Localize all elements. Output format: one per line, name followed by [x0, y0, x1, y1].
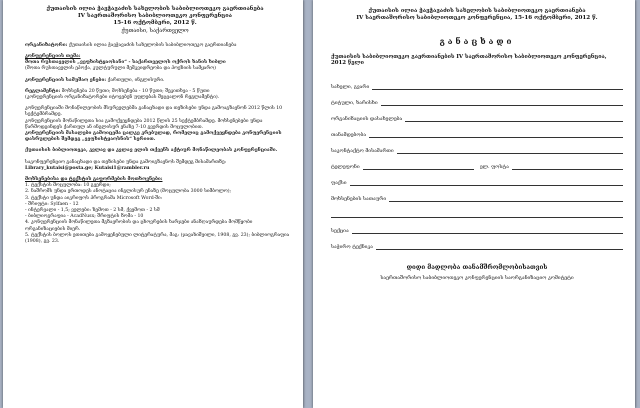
left-header-org: ქუთაისის ილია ჭავჭავაძის სახელობის საბიბლიოთეკო გაერთიანება [46, 6, 264, 12]
field-degree-label: ტიტული, ხარისხი [331, 100, 378, 107]
language-text: ქართული, ინგლისური. [107, 77, 165, 83]
field-position[interactable] [331, 124, 623, 138]
field-topic-line[interactable] [389, 196, 623, 202]
field-organization-label: ორგანიზაციის დასახელება [331, 116, 403, 123]
field-section-line[interactable] [352, 228, 623, 234]
left-header-city: ქუთაისი, საქართველო [121, 27, 189, 34]
applications-para: კონფერენციაში მონაწილეობის მსურველებმა განაცხადი და თეზისები უნდა გამოაგზავნონ 2012 წლის 10 სექტემბრამდე. [25, 106, 283, 118]
theme-text: შოთა რუსთაველის „ვეფხისტყაოსანი“ - საქართველოს ოქროს ხანის ხიბლი [25, 60, 226, 66]
field-phone-line[interactable] [363, 164, 474, 170]
field-address-line[interactable] [397, 148, 623, 154]
closing-committee: საერთაშორისო საბიბლიოთეკო კონფერენციის საორგანიზაციო კომიტეტი [380, 275, 574, 282]
field-degree-line[interactable] [381, 100, 623, 106]
field-topic-line-2[interactable] [331, 212, 623, 218]
requirement-item: 3. ტექსტი უნდა აიკრიფოს პროგრამა Microsoft Word-ში: [25, 195, 163, 201]
requirement-subitem: - შრიფტი: Sylfaen - 12 [25, 201, 79, 207]
regulation-note: (კონფერენციის ორგანიზატორები იტოვებენ უფლებას შეცვალონ რეგლამენტი). [25, 95, 220, 101]
field-section[interactable] [331, 220, 623, 234]
page-left [3, 0, 303, 408]
organizer-text: ქუთაისის ილია ჭავჭავაძის სახელობის საბიბლიოთეკო გაერთიანება [68, 42, 237, 48]
right-header-org: ქუთაისის ილია ჭავჭავაძის სახელობის საბიბლიოთეკო გაერთიანება [368, 8, 586, 14]
field-address-label: საკონტაქტო მისამართი [331, 148, 394, 155]
left-header-dates: 15-16 ოქტომბერი, 2012 წ. [113, 20, 197, 27]
field-organization-line[interactable] [405, 116, 623, 122]
left-header-conf: IV საერთაშორისო საბიბლიოთეკო კონფერენცია [78, 13, 232, 20]
requirements-title: მოხსენებისა და ტექსტის გაფორმების მოთხოვნები: [25, 177, 163, 183]
field-fax-line[interactable] [350, 180, 623, 186]
form-title: განაცხადი [439, 36, 515, 47]
page-right [313, 0, 635, 408]
field-email-label: ელ. ფოსტა [479, 164, 509, 171]
field-address[interactable] [331, 140, 623, 154]
field-fax[interactable] [331, 172, 623, 186]
requirement-item: 1. ტექსტის მოცულობა: 10 გვერდი; [25, 183, 111, 189]
theme-label: კონფერენციის თემა: [25, 54, 81, 60]
field-name-line[interactable] [372, 84, 623, 90]
right-header [331, 8, 623, 22]
closing-thanks: დიდი მადლობა თანამშრომლობისათვის [406, 264, 548, 272]
field-equipment[interactable] [331, 236, 623, 250]
field-topic-continued[interactable] [331, 204, 623, 218]
field-phone-email[interactable] [331, 156, 623, 170]
contact-intro: საკონფერენციო განაცხადი და თეზისები უნდა გამოიგზავნოს შემდეგ მისამართზე: [25, 159, 227, 165]
invite-para: ქუთაისის ბიბლიოთეკა, კვლავ და კვლავ ელის თქვენს აქტიურ მონაწილეობას კონფერენციაში. [25, 148, 278, 154]
field-organization[interactable] [331, 108, 623, 122]
field-name[interactable] [331, 76, 623, 90]
field-phone-label: ტელეფონი [331, 164, 360, 171]
field-fax-label: ფაქსი [331, 180, 347, 187]
field-position-label: თანამდებობა [331, 132, 367, 139]
field-topic-label: მოხსენების სათაური [331, 196, 387, 203]
field-section-label: სექცია [331, 228, 349, 235]
requirement-item: 5. ტექსტის ბოლოს ეთითება გამოყენებული ლიტერატურა, მაგ: (ჯავახიშვილი, 1908, გვ. 23); ბიბლიოგრაფია (1908), გვ. 23. [25, 232, 290, 245]
left-header [17, 6, 293, 35]
field-position-line[interactable] [369, 132, 623, 138]
theme-note: (შოთა რუსთაველის ეპოქა, კულტურული მემკვიდრეობა და პოეზიის სამყარო) [25, 66, 216, 72]
language-label: კონფერენციის სამუშაო ენები: [25, 77, 107, 83]
field-degree[interactable] [331, 92, 623, 106]
requirement-item: 2. ნაშრომს უნდა ერთოდეს ანოტაცია ინგლისურ ენაზე (მოცულობა 3000 სიმბოლო); [25, 189, 232, 195]
right-header-conf: IV საერთაშორისო საბიბლიოთეკო კონფერენცია, 15-16 ოქტომბერი, 2012 წ. [356, 15, 598, 22]
field-equipment-label: საჭირო ტექნიკა [331, 244, 373, 251]
field-name-label: სახელი, გვარი [331, 84, 370, 91]
form-intro: ქუთაისის საბიბლიოთეკო გაერთიანების IV საერთაშორისო საბიბლიოთეკო კონფერენცია, 2012 წელი [331, 54, 607, 67]
applications-para-2: კონფერენციის მონაწილეთა სია გამოქვეყნდება 2012 წლის 25 სექტემბრამდე. მოხსენებები უნდა წარმოდგინდეს ქართულ ან ინგლისურ ენაზე 7-10 გვერდის მოცულობით. [25, 118, 263, 130]
requirement-subitem: - ინტერვალი - 1,5; ველები: ზემოთ - 2 სმ, ქვემოთ - 2 სმ [25, 208, 160, 214]
contact-emails[interactable]: Library_kutaisi@posta.ge; Kutaisi1@rambler.ru [25, 165, 150, 171]
publish-para: კონფერენციის მასალები გამოიცემა ცალკე კრებულად, რომელიც გამოქვეყნდება კონფერენციის დასრულების შემდეგ „ვეფხისტყაოსნის“ სერიით. [25, 131, 282, 143]
regulation-text: მოხსენება 20 წუთი; მოხსენება - 10 წუთი; შეკითხვა - 5 წუთი [61, 88, 210, 94]
field-equipment-line[interactable] [376, 244, 623, 250]
field-email-line[interactable] [512, 164, 623, 170]
requirement-item: 4. კონფერენციის მონაწილეთა მგზავრობის და ცხოვრების ხარჯები ანაზღაურდება მომწყობი ორგანიზაციების მიერ. [25, 220, 253, 232]
organizer-label: ორგანიზატორი: [25, 42, 68, 48]
field-topic[interactable] [331, 188, 623, 202]
requirement-subitem: - ბიბლიოგრაფია - AcadNusx; შრიფტის ზომა - 10 [25, 214, 144, 220]
regulation-label: რეგლამენტი: [25, 88, 61, 94]
